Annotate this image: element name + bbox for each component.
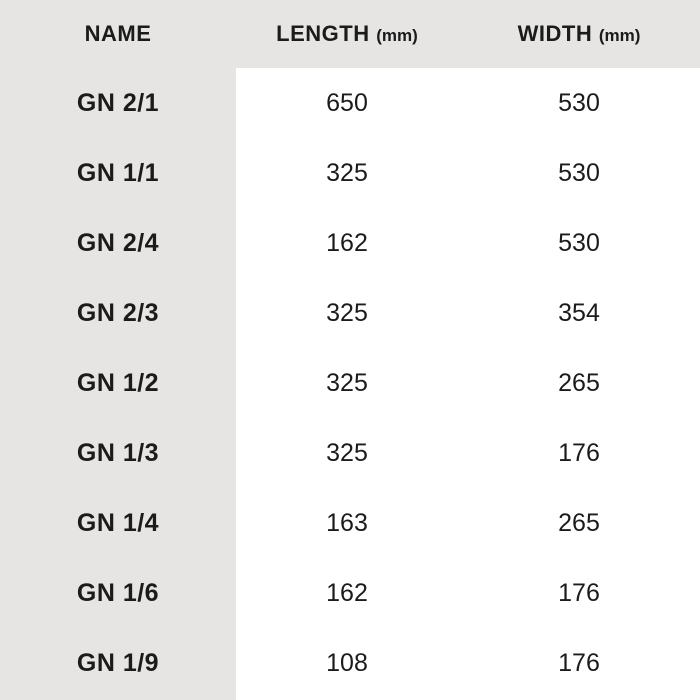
cell-length: 162 — [326, 228, 368, 257]
table-row — [0, 138, 700, 208]
column-header-width-label: WIDTH — [517, 21, 593, 46]
table-row — [0, 348, 700, 418]
cell-name: GN 1/4 — [76, 508, 160, 537]
table-row — [0, 208, 700, 278]
cell-width: 265 — [558, 508, 600, 537]
cell-width: 530 — [558, 158, 600, 187]
cell-length: 163 — [326, 508, 368, 537]
column-header-length — [236, 0, 458, 68]
cell-name: GN 2/3 — [76, 298, 160, 327]
table-header — [0, 0, 700, 68]
cell-width: 530 — [558, 88, 600, 117]
cell-name: GN 1/6 — [76, 578, 160, 607]
cell-name: GN 2/1 — [76, 88, 160, 117]
table-row — [0, 628, 700, 698]
table-row — [0, 278, 700, 348]
cell-width: 354 — [558, 298, 600, 327]
cell-width: 176 — [558, 438, 600, 467]
column-header-length-label: LENGTH — [276, 21, 370, 46]
cell-length: 325 — [326, 298, 368, 327]
column-header-length-unit: (mm) — [376, 26, 418, 45]
table-row — [0, 558, 700, 628]
cell-length: 162 — [326, 578, 368, 607]
cell-length: 650 — [326, 88, 368, 117]
header-row — [0, 0, 700, 68]
column-header-name — [0, 0, 236, 68]
cell-width: 530 — [558, 228, 600, 257]
table-row — [0, 68, 700, 138]
cell-width: 265 — [558, 368, 600, 397]
cell-length: 325 — [326, 158, 368, 187]
table-row — [0, 488, 700, 558]
table-row — [0, 418, 700, 488]
cell-length: 325 — [326, 438, 368, 467]
cell-width: 176 — [558, 578, 600, 607]
cell-length: 325 — [326, 368, 368, 397]
cell-name: GN 1/9 — [76, 648, 160, 677]
cell-name: GN 1/2 — [76, 368, 160, 397]
column-header-width-unit: (mm) — [598, 26, 641, 45]
column-header-width — [458, 0, 700, 68]
cell-name: GN 2/4 — [76, 228, 160, 257]
cell-length: 108 — [326, 648, 368, 677]
cell-width: 176 — [558, 648, 600, 677]
cell-name: GN 1/1 — [76, 158, 160, 187]
cell-name: GN 1/3 — [76, 438, 160, 467]
column-header-name-label: NAME — [84, 21, 152, 46]
table-body — [0, 68, 700, 698]
